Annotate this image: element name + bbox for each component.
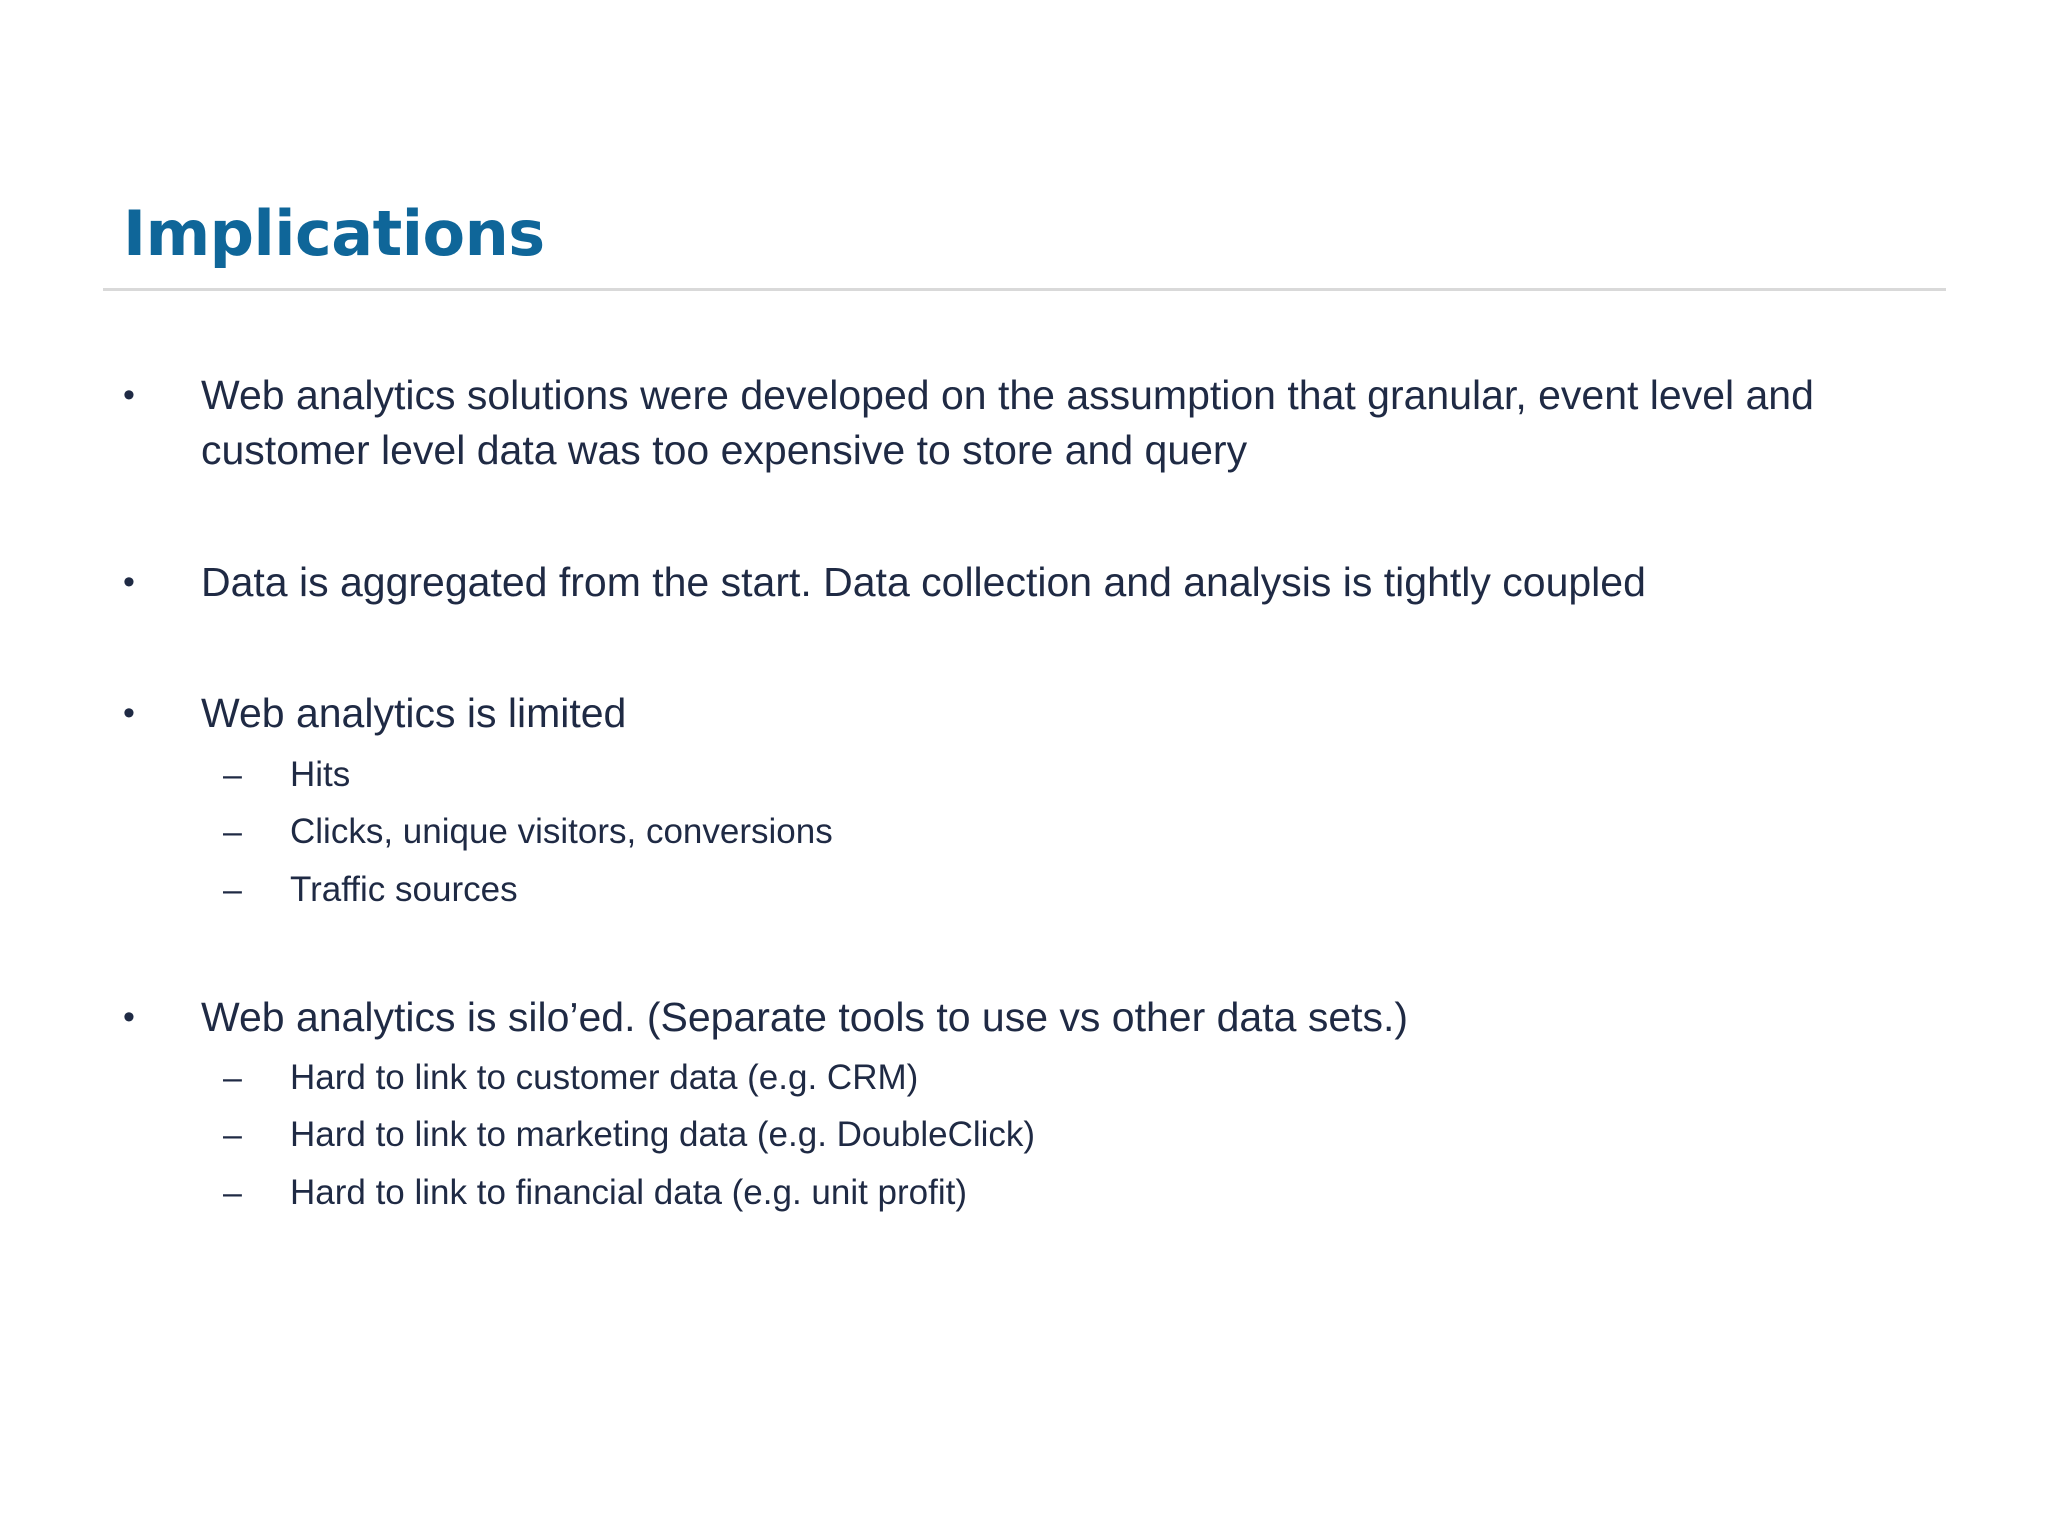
sub-bullet-item — [101, 1110, 1801, 1167]
sub-bullet-item — [101, 1168, 1801, 1225]
sub-bullet-item — [101, 807, 1801, 864]
sub-bullet-text: Hits — [290, 755, 351, 794]
sub-bullet-marker: – — [223, 1059, 242, 1097]
title-divider — [103, 288, 1946, 291]
bullet-item — [123, 686, 1923, 742]
sub-bullet-item — [101, 1053, 1801, 1110]
bullet-text: Web analytics is silo’ed. (Separate tools to use vs other data sets.) — [201, 994, 1409, 1040]
sub-bullet-item — [101, 865, 1801, 922]
bullet-marker: • — [123, 563, 135, 601]
bullet-marker: • — [123, 998, 135, 1036]
slide-title: Implications — [123, 197, 545, 270]
sub-bullet-text: Clicks, unique visitors, conversions — [290, 812, 833, 851]
sub-bullet-text: Hard to link to customer data (e.g. CRM) — [290, 1058, 919, 1097]
sub-bullet-marker: – — [223, 756, 242, 794]
bullet-item — [123, 368, 1923, 478]
bullet-text: Web analytics is limited — [201, 690, 627, 736]
sub-bullet-text: Hard to link to financial data (e.g. unit profit) — [290, 1173, 968, 1212]
sub-bullet-marker: – — [223, 1116, 242, 1154]
sub-bullet-marker: – — [223, 871, 242, 909]
bullet-text: Web analytics solutions were developed on the assumption that granular, event level and customer level data was too expensive to store and query — [201, 372, 1814, 473]
sub-bullet-marker: – — [223, 813, 242, 851]
bullet-item — [123, 990, 1923, 1046]
bullet-marker: • — [123, 694, 135, 732]
sub-bullet-text: Hard to link to marketing data (e.g. DoubleClick) — [290, 1115, 1036, 1154]
sub-bullet-text: Traffic sources — [290, 870, 518, 909]
sub-bullet-item — [101, 750, 1801, 807]
bullet-marker: • — [123, 376, 135, 414]
bullet-item — [123, 555, 1923, 611]
sub-bullet-marker: – — [223, 1174, 242, 1212]
bullet-text: Data is aggregated from the start. Data collection and analysis is tightly coupled — [201, 559, 1646, 605]
